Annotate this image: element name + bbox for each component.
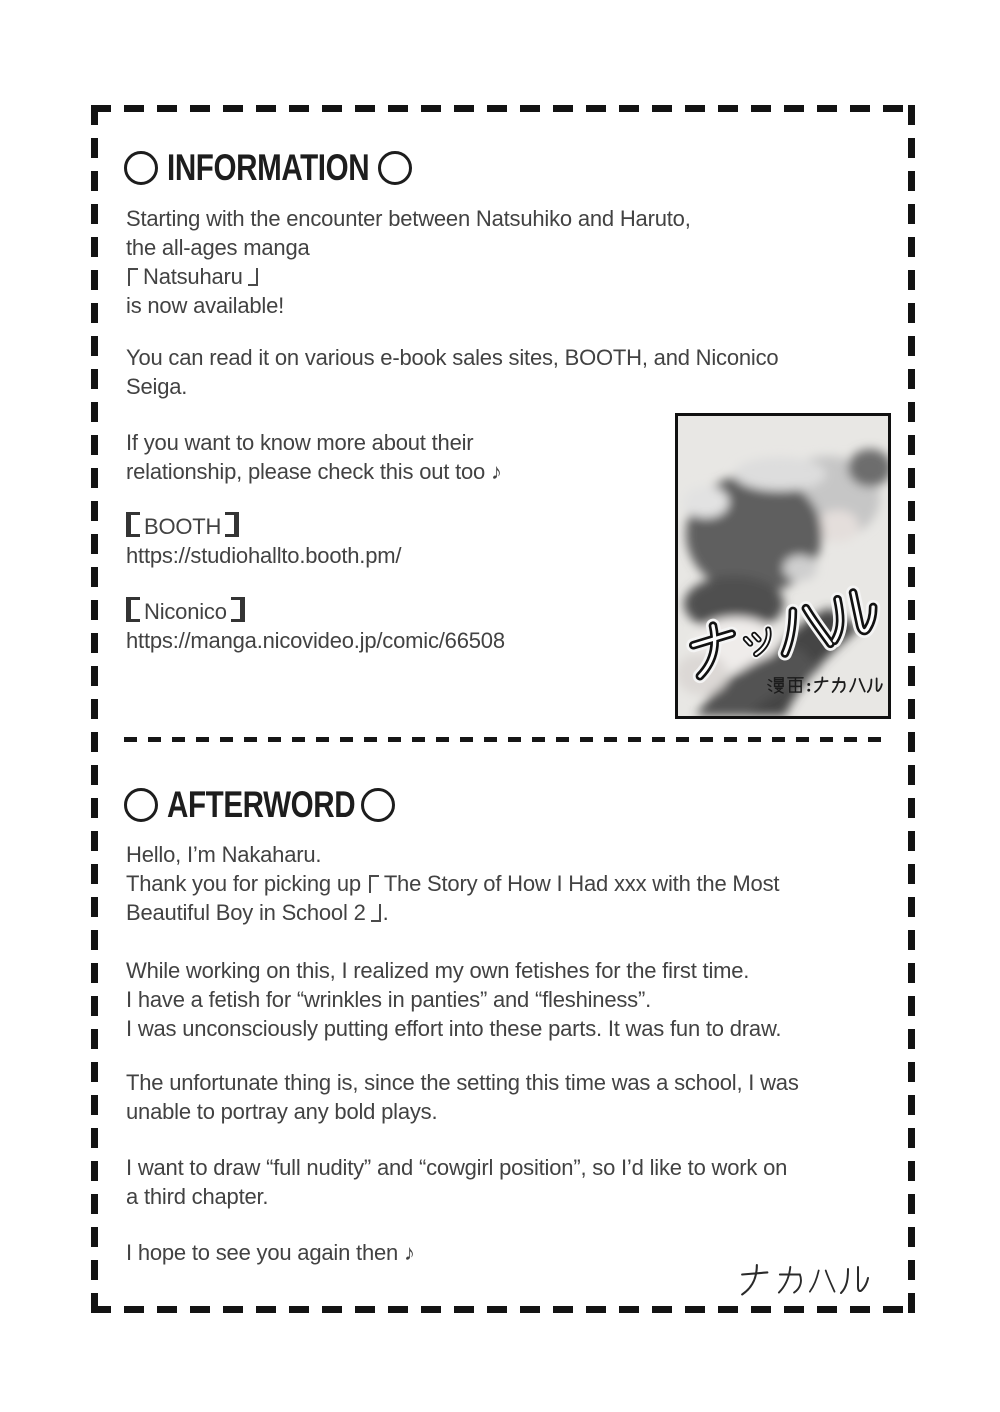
paragraph-see-you xyxy=(126,1238,415,1267)
text-line: I have a fetish for “wrinkles in panties” and “fleshiness”. xyxy=(126,987,651,1012)
text-line: I want to draw “full nudity” and “cowgirl position”, so I’d like to work on xyxy=(126,1155,788,1180)
paragraph-where-to-read xyxy=(126,343,778,401)
booth-url: https://studiohallto.booth.pm/ xyxy=(126,543,402,568)
text-line: While working on this, I realized my own fetishes for the first time. xyxy=(126,958,750,983)
border-left xyxy=(91,105,98,1313)
paragraph-fetishes xyxy=(126,956,781,1043)
signature-katakana xyxy=(737,1260,873,1300)
border-right xyxy=(908,105,915,1313)
text-line: The unfortunate thing is, since the setting this time was a school, I was xyxy=(126,1070,799,1095)
paragraph-check-this-out xyxy=(126,428,502,486)
circle-decoration-icon xyxy=(378,151,412,185)
paragraph-announcement xyxy=(126,204,691,320)
paragraph-greeting xyxy=(126,840,779,927)
section-divider xyxy=(124,737,890,742)
circle-decoration-icon xyxy=(124,788,158,822)
afterword-heading xyxy=(124,784,395,825)
text-line: Seiga. xyxy=(126,374,188,399)
manga-cover-image xyxy=(675,413,891,719)
text-line: relationship, please check this out too ♪ xyxy=(126,459,502,484)
circle-decoration-icon xyxy=(124,151,158,185)
niconico-label: Niconico xyxy=(126,597,505,626)
text-line: Starting with the encounter between Natsuhiko and Haruto, xyxy=(126,206,691,231)
text-line: is now available! xyxy=(126,293,285,318)
afterword-title: AFTERWORD xyxy=(167,784,356,825)
border-top xyxy=(91,105,915,112)
paragraph-unfortunate xyxy=(126,1068,799,1126)
paragraph-next-chapter xyxy=(126,1153,787,1211)
author-signature xyxy=(737,1260,873,1300)
text-line: You can read it on various e-book sales sites, BOOTH, and Niconico xyxy=(126,345,779,370)
booth-link-block xyxy=(126,512,401,570)
niconico-url: https://manga.nicovideo.jp/comic/66508 xyxy=(126,628,505,653)
text-line: Beautiful Boy in School 2 . xyxy=(126,900,389,925)
text-line: Hello, I’m Nakaharu. xyxy=(126,842,322,867)
text-line: the all-ages manga xyxy=(126,235,310,260)
booth-label: BOOTH xyxy=(126,512,401,541)
border-bottom xyxy=(91,1306,915,1313)
niconico-link-block xyxy=(126,597,505,655)
text-line: Natsuharu xyxy=(126,262,691,291)
text-line: I hope to see you again then ♪ xyxy=(126,1240,415,1265)
information-heading xyxy=(124,147,412,188)
cover-illustration xyxy=(678,416,888,716)
text-line: unable to portray any bold plays. xyxy=(126,1099,438,1124)
text-line: I was unconsciously putting effort into these parts. It was fun to draw. xyxy=(126,1016,782,1041)
text-line: Thank you for picking up The Story of How I Had xxx with the Most xyxy=(126,871,780,896)
circle-decoration-icon xyxy=(361,788,395,822)
text-line: a third chapter. xyxy=(126,1184,269,1209)
text-line: If you want to know more about their xyxy=(126,430,474,455)
information-title: INFORMATION xyxy=(167,147,370,188)
